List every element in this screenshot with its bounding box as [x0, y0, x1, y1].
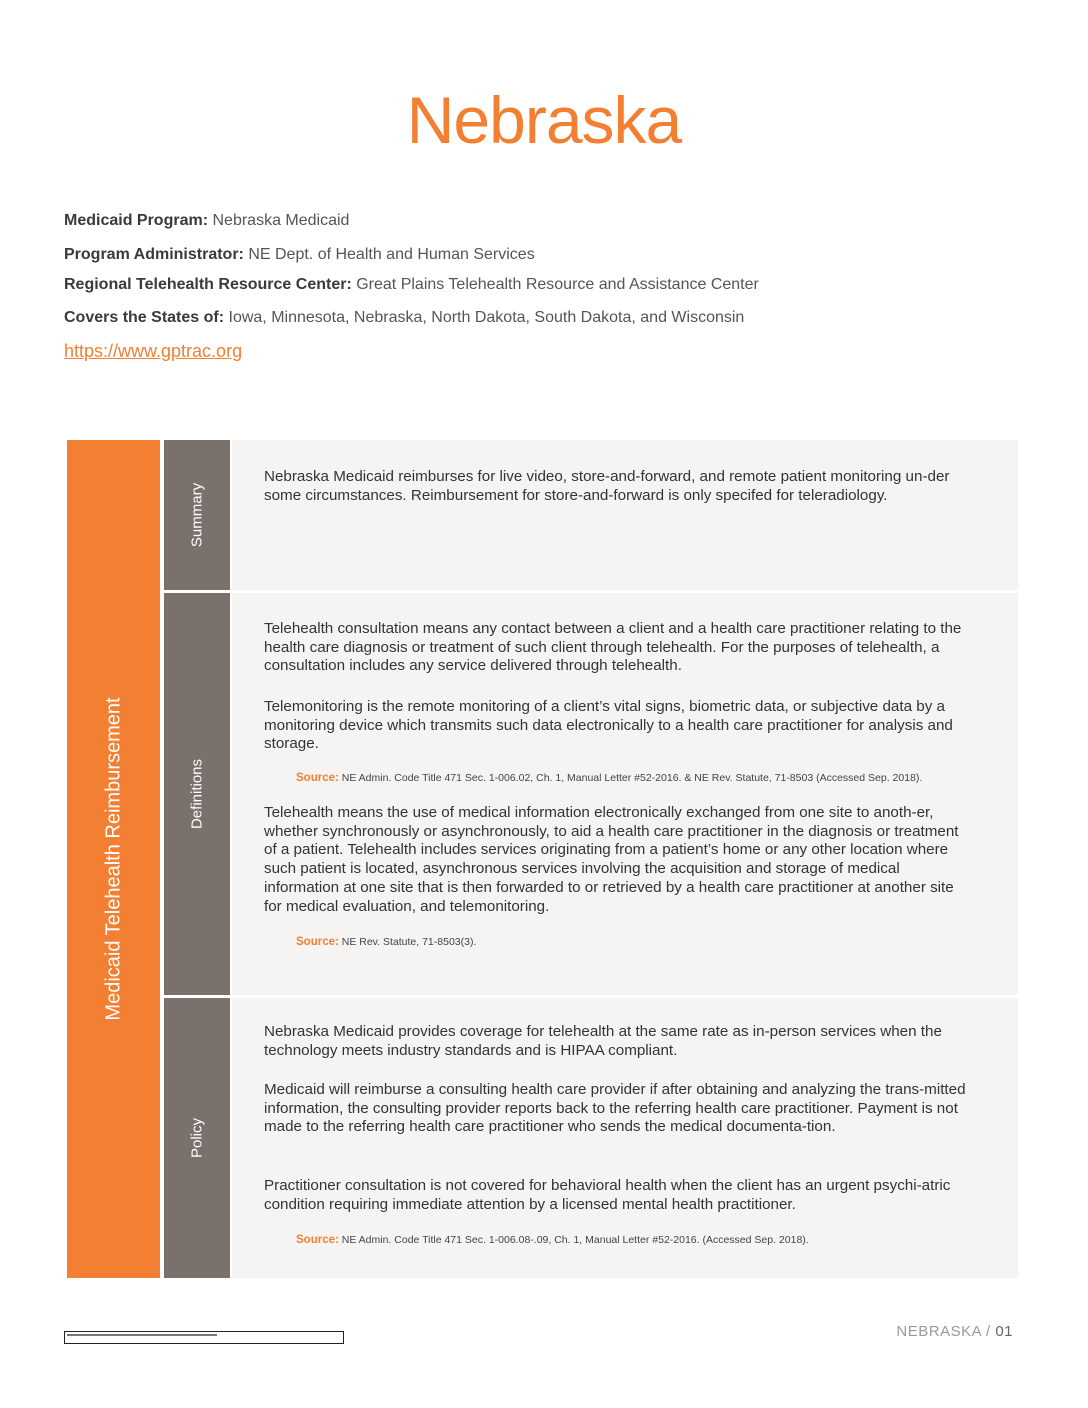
- definitions-panel: [232, 593, 1018, 995]
- summary-tab: [164, 440, 230, 590]
- definitions-tab: [164, 593, 230, 995]
- administrator-label: Program Administrator:: [64, 246, 244, 263]
- policy-paragraph-3: Practitioner consultation is not covered for behavioral health when the client has an urgent psychi-atric condition requiring immediate attention by a licensed mental health practitioner.: [264, 1177, 951, 1213]
- resource-center-value: Great Plains Telehealth Resource and Assistance Center: [356, 276, 759, 293]
- footer-state: NEBRASKA: [896, 1323, 982, 1340]
- page-number: 01: [995, 1323, 1013, 1340]
- page-footer: [896, 1323, 1013, 1340]
- section-label: Medicaid Telehealth Reimbursement: [102, 697, 124, 1021]
- covers-states-value: Iowa, Minnesota, Nebraska, North Dakota, South Dakota, and Wisconsin: [228, 309, 745, 326]
- source-text: NE Admin. Code Title 471 Sec. 1-006.08-.09, Ch. 1, Manual Letter #52-2016. (Accessed Sep. 2018).: [341, 1234, 809, 1246]
- source-label: Source:: [296, 1234, 339, 1246]
- footer-separator: /: [985, 1323, 991, 1340]
- resource-center-label: Regional Telehealth Resource Center:: [64, 276, 352, 293]
- summary-paragraph: Nebraska Medicaid reimburses for live video, store-and-forward, and remote patient monitoring un-der some circumstances. Reimbursement for store-and-forward is only specifed for teleradiology.: [264, 468, 950, 504]
- resource-center-line: [64, 276, 759, 294]
- gptrac-link[interactable]: https://www.gptrac.org: [64, 341, 243, 361]
- source-label: Source:: [296, 772, 339, 784]
- definitions-tab-label: Definitions: [188, 758, 206, 830]
- policy-paragraph-2: Medicaid will reimburse a consulting health care provider if after obtaining and analyzing the trans-mitted information, the consulting provider reports back to the referring health care practitioner. Payment is not made to the referring health care practitioner who sends the medical documenta-tion.: [264, 1081, 966, 1136]
- footnote-box: [64, 1331, 344, 1344]
- definitions-source-1: [296, 772, 922, 784]
- definition-paragraph-1: Telehealth consultation means any contact between a client and a health care practitioner relating to the health care diagnosis or treatment of such client through telehealth. For the purposes of telehealth, a consultation includes any service delivered through telehealth.: [264, 620, 962, 675]
- section-label-bar: [67, 440, 160, 1278]
- summary-panel: [232, 440, 1018, 590]
- source-text: NE Rev. Statute, 71-8503(3).: [341, 936, 477, 948]
- policy-paragraph-1: Nebraska Medicaid provides coverage for telehealth at the same rate as in-person services when the technology meets industry standards and is HIPAA compliant.: [264, 1023, 942, 1059]
- covers-states-line: [64, 309, 744, 327]
- source-label: Source:: [296, 936, 339, 948]
- policy-tab-label: Policy: [188, 1117, 206, 1159]
- medicaid-program-value: Nebraska Medicaid: [212, 212, 350, 229]
- administrator-line: [64, 246, 535, 264]
- source-text: NE Admin. Code Title 471 Sec. 1-006.02, Ch. 1, Manual Letter #52-2016. & NE Rev. Statute, 71-8503 (Accessed Sep. 2018).: [341, 772, 923, 784]
- medicaid-program-label: Medicaid Program:: [64, 212, 209, 229]
- page-title: Nebraska: [406, 83, 682, 157]
- summary-tab-label: Summary: [188, 482, 206, 548]
- definition-paragraph-3: Telehealth means the use of medical information electronically exchanged from one site to anoth-er, whether synchronously or asynchronously, to aid a health care practitioner in the diagnosis or treatment of a patient. Telehealth includes services originating from a patient’s home or any other location where such patient is located, asynchronous services involving the acquisition and storage of medical information at one site that is then forwarded to or retrieved by a health care practitioner at another site for medical evaluation, and telemonitoring.: [264, 804, 959, 915]
- policy-tab: [164, 998, 230, 1278]
- covers-states-label: Covers the States of:: [64, 309, 225, 326]
- definition-paragraph-2: Telemonitoring is the remote monitoring of a client’s vital signs, biometric data, or subjective data by a monitoring device which transmits such data electronically to a health care practitioner for analysis and storage.: [264, 698, 953, 753]
- medicaid-program-line: [64, 212, 349, 230]
- administrator-value: NE Dept. of Health and Human Services: [248, 246, 535, 263]
- policy-panel: [232, 998, 1018, 1278]
- footnote-line: [67, 1334, 217, 1336]
- definitions-source-2: [296, 936, 476, 948]
- policy-source: [296, 1234, 809, 1246]
